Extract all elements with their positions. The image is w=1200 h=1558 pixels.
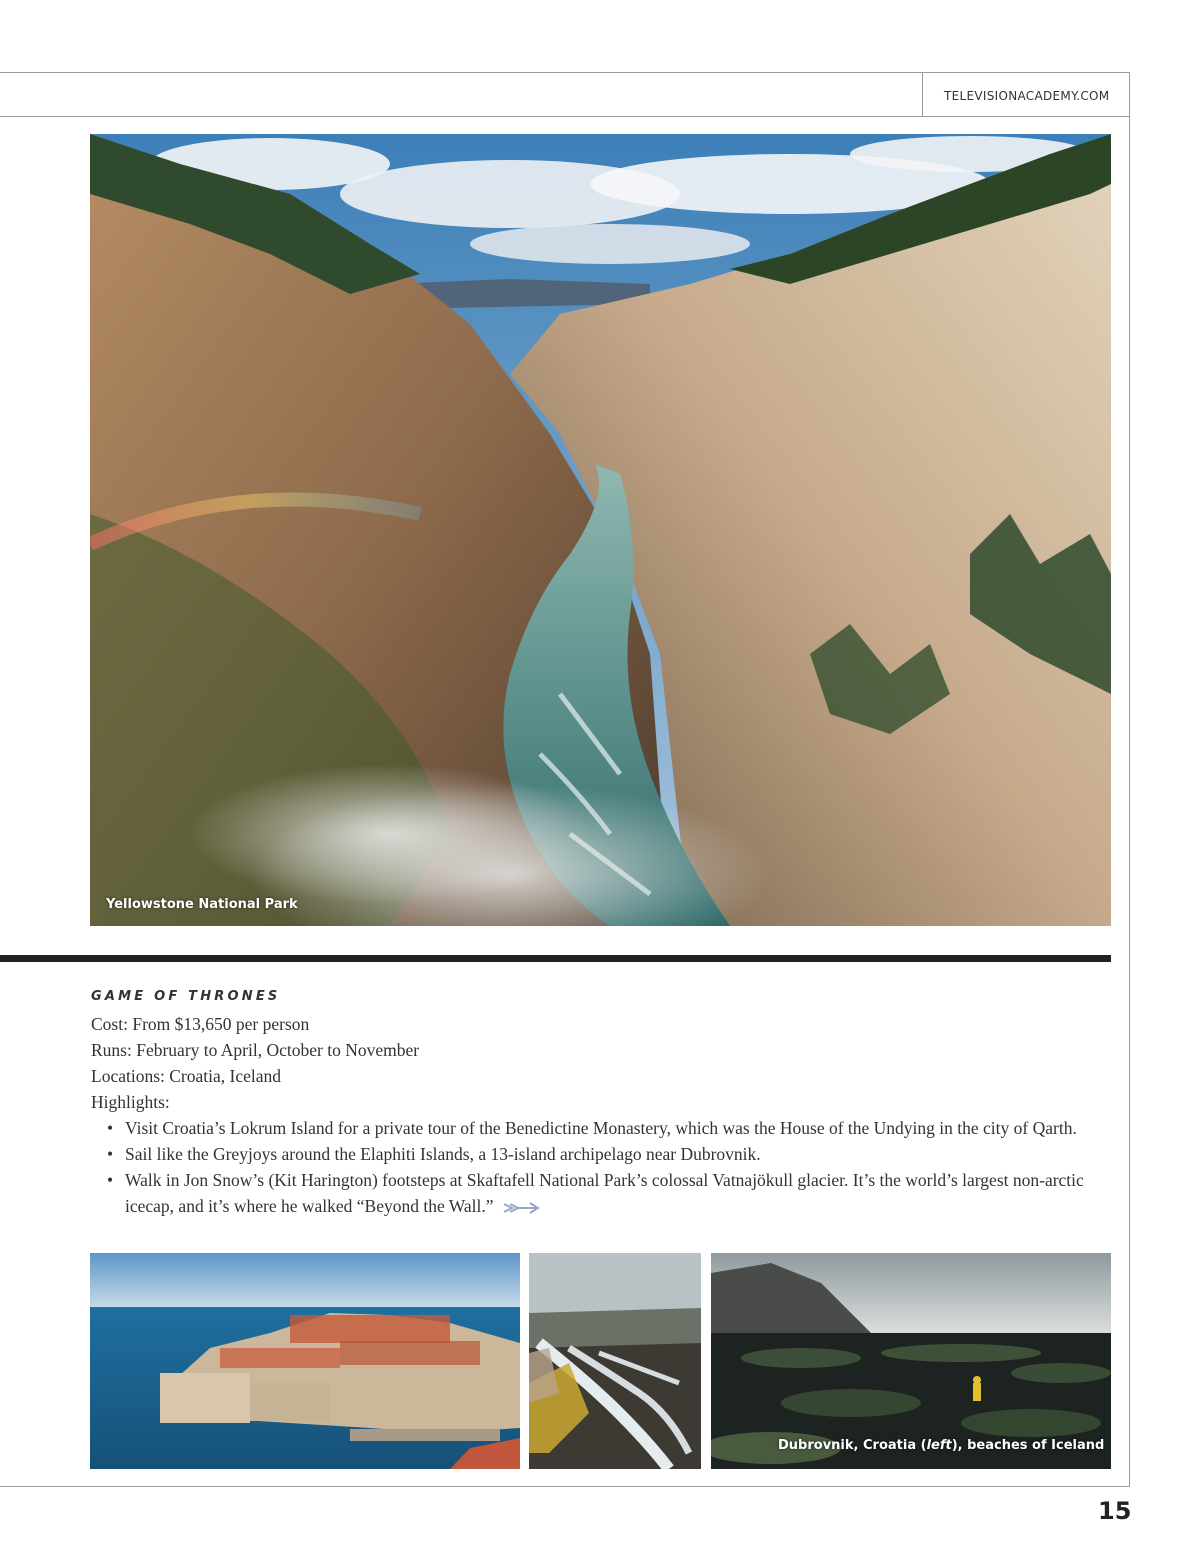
header-divider	[922, 72, 923, 116]
highlights-list	[91, 1115, 1116, 1221]
list-item: • Sail like the Greyjoys around the Elaphiti Islands, a 13-island archipelago near Dubrovnik.	[125, 1141, 1116, 1167]
hero-photo	[90, 134, 1111, 926]
iceland-beach-image	[711, 1253, 1111, 1469]
bottom-caption: Dubrovnik, Croatia (left), beaches of Iceland	[778, 1438, 1105, 1453]
bottom-rule	[0, 1486, 1130, 1487]
iceland-beach-photo	[711, 1253, 1111, 1469]
locations-line: Locations: Croatia, Iceland	[91, 1066, 281, 1086]
article-body	[91, 1011, 1116, 1221]
dubrovnik-image	[90, 1253, 520, 1469]
list-item: • Walk in Jon Snow’s (Kit Harington) footsteps at Skaftafell National Park’s colossal Vatnajökull glacier. It’s the world’s largest non-arctic icecap, and it’s where he walked “Beyond the Wall.”	[125, 1167, 1116, 1221]
iceland-river-image	[529, 1253, 701, 1469]
right-frame	[1129, 72, 1130, 1487]
list-item: • Visit Croatia’s Lokrum Island for a private tour of the Benedictine Monastery, which was the House of the Undying in the city of Qarth.	[125, 1115, 1116, 1141]
dubrovnik-photo	[90, 1253, 520, 1469]
section-title: GAME OF THRONES	[91, 989, 281, 1004]
header-rule	[0, 116, 1130, 117]
page-number: 15	[1098, 1497, 1132, 1525]
runs-line: Runs: February to April, October to November	[91, 1040, 420, 1060]
hero-caption: Yellowstone National Park	[106, 897, 298, 912]
highlights-label: Highlights:	[91, 1092, 170, 1112]
top-rule	[0, 72, 1130, 73]
cost-line: Cost: From $13,650 per person	[91, 1014, 310, 1034]
iceland-river-photo	[529, 1253, 701, 1469]
arrow-feather-icon	[502, 1195, 540, 1221]
site-url[interactable]: TELEVISIONACADEMY.COM	[944, 89, 1110, 103]
yellowstone-canyon-image	[90, 134, 1111, 926]
section-rule	[0, 955, 1111, 962]
